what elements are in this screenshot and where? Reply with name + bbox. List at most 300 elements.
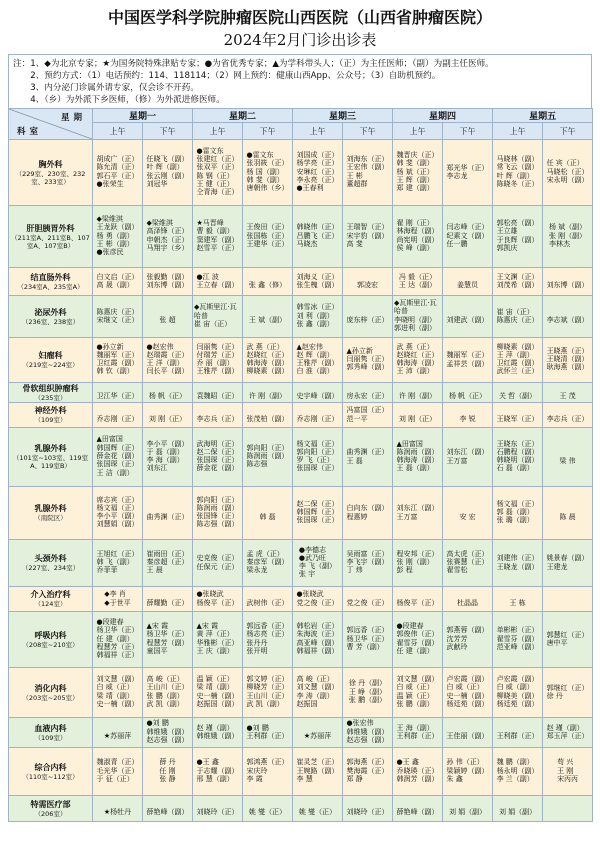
page-subtitle: 2024年2月门诊出诊表 xyxy=(223,31,377,49)
doctor-entry: 翟 刚（正） xyxy=(396,219,434,228)
doctor-entry: ●张彦民 xyxy=(96,248,124,257)
doctor-entry: 高亚峰（副） xyxy=(296,638,339,647)
doctor-entry: 杨志亮（正） xyxy=(246,630,289,639)
doctor-entry: 薛耀勤（正） xyxy=(146,598,189,607)
period-fri-am: 上午 xyxy=(493,123,543,140)
doctor-list xyxy=(399,392,436,400)
slot-wed-pm xyxy=(343,796,393,822)
doctor-entry: 武海明（正） xyxy=(196,439,239,448)
doctor-entry: 韩晓伟（正） xyxy=(296,223,339,232)
slot-wed-am xyxy=(293,796,343,822)
slot-tue-pm xyxy=(243,383,293,403)
doctor-entry: 赵 瑾（副） xyxy=(196,723,234,732)
doctor-list xyxy=(499,808,536,816)
slot-thu-am xyxy=(393,338,443,383)
doctor-list xyxy=(197,147,239,197)
doctor-entry: 魏晋庆（正） xyxy=(396,150,439,159)
doctor-list xyxy=(249,392,286,400)
slot-wed-am xyxy=(293,296,343,338)
doctor-entry: 郭石平（正） xyxy=(96,171,139,180)
doctor-entry: 张茂柏（副） xyxy=(246,414,289,423)
doctor-entry: 刘 刚（正） xyxy=(148,414,187,423)
slot-thu-am xyxy=(393,268,443,296)
doctor-list xyxy=(97,273,139,290)
doctor-entry: 杨 国（副） xyxy=(246,167,284,176)
doctor-entry: 王文渊（正） xyxy=(496,272,539,281)
doctor-list xyxy=(447,164,489,181)
doctor-list xyxy=(547,684,589,701)
doctor-entry: 史克俊（正） xyxy=(196,554,239,563)
doctor-entry: 苟 兴 xyxy=(557,758,574,767)
doctor-list xyxy=(247,343,289,376)
doctor-entry: ◆瓦斯里江·瓦哈普 xyxy=(194,303,237,320)
doctor-entry: 于 磊（副） xyxy=(146,447,184,456)
doctor-entry: 薛艳峰（副） xyxy=(396,808,439,816)
doctor-list xyxy=(347,223,389,248)
doctor-entry: 赵 辉（副） xyxy=(296,350,334,359)
doctor-entry: 于 征（正） xyxy=(96,774,134,783)
doctor-list xyxy=(247,724,289,741)
doctor-entry: 宋庆玲 xyxy=(246,766,268,775)
doctor-list xyxy=(97,215,139,256)
doctor-entry: 陈润雨（副） xyxy=(246,452,289,460)
department-rooms: （229室、230室、232室、233室） xyxy=(15,169,86,186)
doctor-entry: 庞东梓（正） xyxy=(346,316,389,324)
schedule-table xyxy=(8,108,593,822)
slot-tue-am xyxy=(193,718,243,748)
department-rooms: （203室~205室） xyxy=(22,693,79,702)
doctor-entry: 赵振国（副） xyxy=(196,699,239,708)
doctor-entry: 刘 娟（副） xyxy=(498,808,537,816)
doctor-entry: 王 达（副） xyxy=(398,281,437,289)
doctor-entry: 韩海涛（副） xyxy=(246,359,289,368)
doctor-entry: ●孙立新 xyxy=(96,342,124,351)
doctor-entry: 梁 靖（副） xyxy=(96,691,134,700)
slot-fri-pm xyxy=(543,748,593,796)
doctor-entry: 郭海燕（正） xyxy=(346,758,389,767)
doctor-entry: 彭 程 xyxy=(396,566,413,575)
doctor-entry: 李志龙 xyxy=(446,172,468,180)
doctor-list xyxy=(559,457,575,465)
doctor-entry: 赵二保（正） xyxy=(196,447,239,456)
slot-fri-am xyxy=(493,206,543,268)
doctor-list xyxy=(197,758,239,783)
doctor-list xyxy=(297,675,339,708)
doctor-entry: ●刘 鹏 xyxy=(146,719,169,728)
department-rooms: （235室） xyxy=(34,393,67,402)
slot-tue-pm xyxy=(243,338,293,383)
doctor-list xyxy=(97,496,139,529)
doctor-list xyxy=(297,273,339,290)
doctor-entry: 杨 斌（正） xyxy=(396,167,434,176)
doctor-list xyxy=(397,151,439,192)
doctor-entry: 王龙跃（副） xyxy=(96,223,139,232)
doctor-list xyxy=(147,440,189,473)
doctor-entry: 崔雨田（正） xyxy=(146,549,189,558)
doctor-list xyxy=(247,622,289,655)
doctor-list xyxy=(197,675,239,708)
slot-thu-am xyxy=(393,612,443,668)
doctor-entry: ●张宏伟 xyxy=(346,719,374,728)
doctor-entry: 李林杰 xyxy=(548,239,570,248)
slot-tue-am xyxy=(193,403,243,428)
doctor-entry: 许 刚（副） xyxy=(398,392,437,400)
department-name: 结直肠外科 xyxy=(30,272,71,282)
doctor-entry: 任 宾（正） xyxy=(546,159,584,168)
doctor-list xyxy=(397,622,439,655)
doctor-list xyxy=(304,732,331,740)
doctor-entry: 赵晓红（正） xyxy=(396,350,439,359)
doctor-list xyxy=(449,392,486,400)
doctor-entry: 房永宏（正） xyxy=(346,392,389,400)
doctor-list xyxy=(349,679,386,704)
doctor-entry: 王利群（正） xyxy=(496,732,539,740)
doctor-entry: 安 宏 xyxy=(459,512,476,521)
doctor-list xyxy=(347,347,389,372)
doctor-entry: 窦建军（副） xyxy=(196,235,239,244)
doctor-list xyxy=(347,316,389,324)
slot-mon-am xyxy=(93,718,143,748)
doctor-entry: 陈志强 xyxy=(246,460,268,469)
period-thu-am: 上午 xyxy=(393,123,443,140)
doctor-list xyxy=(197,724,239,741)
doctor-entry: 刘东博（副） xyxy=(546,281,589,289)
doctor-entry: 王立春（副） xyxy=(196,281,239,289)
doctor-entry: 高 峻（正） xyxy=(296,675,334,684)
slot-tue-am xyxy=(193,383,243,403)
doctor-entry: 刘东江（副） xyxy=(446,448,489,457)
department-rooms: （227室、234室） xyxy=(21,564,80,572)
doctor-entry: 武 燕（正） xyxy=(396,342,434,351)
doctor-entry: 卫红霞（副） xyxy=(96,359,139,368)
doctor-entry: 武献玲 xyxy=(446,642,468,651)
doctor-entry: 卫江华（正） xyxy=(96,392,139,400)
department-rooms: （南院区） xyxy=(34,514,67,522)
doctor-list xyxy=(357,281,378,289)
department-rooms: （206室） xyxy=(34,809,67,818)
doctor-entry: 张国锋（正） xyxy=(196,512,239,521)
doctor-list xyxy=(149,392,186,400)
period-thu-pm: 下午 xyxy=(443,123,493,140)
slot-tue-am xyxy=(193,268,243,296)
doctor-entry: 曹 毅（副） xyxy=(196,227,234,236)
doctor-list xyxy=(194,303,241,328)
doctor-list xyxy=(347,626,389,651)
doctor-list xyxy=(97,435,139,476)
doctor-entry: 李小平（副） xyxy=(96,512,139,521)
doctor-entry: 李小平（副） xyxy=(146,439,189,448)
doctor-list xyxy=(147,155,189,188)
doctor-entry: 韩晓明（副） xyxy=(496,456,539,465)
doctor-entry: 程慧芳（正） xyxy=(96,642,139,651)
doctor-entry: 翟雪芬（副） xyxy=(396,638,439,647)
slot-fri-pm xyxy=(543,383,593,403)
doctor-entry: 王山川（正） xyxy=(146,683,189,692)
doctor-entry: 王晓龙（副） xyxy=(496,562,539,571)
doctor-entry: 魏 鹏（副） xyxy=(496,758,534,767)
doctor-entry: 林海程（副） xyxy=(396,227,439,236)
department-cell xyxy=(9,140,93,206)
corner-header-cell xyxy=(9,109,93,140)
slot-thu-pm xyxy=(443,718,493,748)
doctor-entry: 王建龙 xyxy=(546,562,568,571)
slot-wed-pm xyxy=(343,403,393,428)
doctor-entry: 唐朝伟（乡） xyxy=(246,184,289,193)
doctor-entry: ★苏丽萍 xyxy=(303,732,332,740)
doctor-entry: 王 磊（副） xyxy=(396,464,434,473)
doctor-list xyxy=(447,223,489,248)
doctor-entry: 刘冠华 xyxy=(146,179,168,188)
department-name: 消化内科 xyxy=(34,683,67,693)
doctor-entry: 任 建（副） xyxy=(96,634,134,643)
doctor-entry: 单彬彬（正） xyxy=(496,626,539,635)
doctor-entry: 王佳丽（副） xyxy=(446,732,489,740)
doctor-entry: 高 峻（正） xyxy=(146,675,184,684)
slot-thu-pm xyxy=(443,296,493,338)
doctor-entry: 崔 宙（正） xyxy=(496,307,534,316)
doctor-list xyxy=(447,316,489,324)
doctor-list xyxy=(549,223,586,248)
doctor-entry: 刘 娟（副） xyxy=(448,808,487,816)
doctor-entry: 程安邦（正） xyxy=(396,549,439,558)
doctor-entry: 史一楠（副） xyxy=(96,699,139,708)
doctor-entry: 马晓林（副） xyxy=(496,155,539,164)
slot-mon-am xyxy=(93,487,143,540)
doctor-entry: ●刘 鹏 xyxy=(246,723,269,732)
slot-mon-pm xyxy=(143,206,193,268)
doctor-entry: 卢宏霞（副） xyxy=(446,675,489,684)
doctor-list xyxy=(297,151,339,192)
slot-wed-am xyxy=(293,403,343,428)
doctor-entry: 王宏伟（副） xyxy=(346,163,389,172)
department-row xyxy=(9,612,593,668)
doctor-list xyxy=(449,808,486,816)
slot-mon-pm xyxy=(143,383,193,403)
slot-wed-am xyxy=(293,668,343,718)
slot-wed-pm xyxy=(343,540,393,587)
slot-tue-am xyxy=(193,140,243,206)
department-cell xyxy=(9,587,93,612)
doctor-list xyxy=(104,590,130,607)
doctor-entry: 常飞云（副） xyxy=(496,163,539,172)
department-row xyxy=(9,268,593,296)
slot-wed-pm xyxy=(343,487,393,540)
doctor-entry: 高 晟（副） xyxy=(96,281,134,289)
doctor-entry: 刘文慧（副） xyxy=(396,675,439,684)
doctor-entry: 刘晓玲（正） xyxy=(196,808,239,816)
doctor-entry: 郭凌宏 xyxy=(357,281,379,289)
doctor-list xyxy=(447,448,489,465)
slot-fri-pm xyxy=(543,338,593,383)
doctor-entry: 杨学亮（正） xyxy=(296,159,339,168)
slot-mon-pm xyxy=(143,748,193,796)
doctor-entry: 张 刚（副） xyxy=(396,558,434,566)
slot-mon-pm xyxy=(143,296,193,338)
slot-wed-pm xyxy=(343,748,393,796)
schedule-body xyxy=(9,140,593,822)
slot-thu-pm xyxy=(443,748,493,796)
doctor-entry: 王 彬 xyxy=(346,171,363,180)
doctor-entry: 郭向阳（正） xyxy=(246,443,289,452)
slot-fri-am xyxy=(493,403,543,428)
doctor-list xyxy=(497,626,539,651)
doctor-list xyxy=(297,622,339,655)
doctor-list xyxy=(97,392,139,400)
doctor-entry: 李 涛（副） xyxy=(296,691,334,700)
slot-mon-am xyxy=(93,206,143,268)
doctor-entry: 李志兵（正） xyxy=(546,414,589,423)
doctor-entry: 白 淮（副） xyxy=(296,367,334,376)
slot-tue-am xyxy=(193,428,243,487)
slot-tue-am xyxy=(193,668,243,718)
doctor-entry: 武 燕（正） xyxy=(246,342,284,351)
doctor-entry: ▲赵宏伟 xyxy=(296,342,323,351)
doctor-entry: 王旭红（正） xyxy=(96,549,139,558)
doctor-entry: 于良辉（副） xyxy=(496,235,539,244)
doctor-entry: 王瑞智（正） xyxy=(346,223,389,232)
slot-wed-am xyxy=(293,428,343,487)
doctor-entry: 韩 斐（副） xyxy=(246,175,284,184)
doctor-entry: 任一鹏 xyxy=(446,239,468,248)
doctor-list xyxy=(347,719,389,744)
doctor-entry: ▲田富国 xyxy=(396,439,423,448)
doctor-list xyxy=(297,440,339,473)
slot-mon-pm xyxy=(143,268,193,296)
doctor-list xyxy=(547,724,589,741)
slot-fri-pm xyxy=(543,403,593,428)
doctor-list xyxy=(147,622,189,655)
doctor-list xyxy=(397,758,439,783)
doctor-entry: 孟 虎（正） xyxy=(246,549,284,558)
slot-wed-am xyxy=(293,140,343,206)
department-name: 乳腺外科 xyxy=(34,444,67,453)
slot-fri-pm xyxy=(543,612,593,668)
doctor-list xyxy=(97,550,139,575)
slot-wed-pm xyxy=(343,383,393,403)
department-name: 肝胆胰胃外科 xyxy=(26,223,75,233)
slot-tue-pm xyxy=(243,668,293,718)
doctor-entry: 宋宇豹（副） xyxy=(346,231,389,240)
doctor-entry: 王建华（正） xyxy=(246,239,289,248)
department-rooms: （219室~224室） xyxy=(22,361,79,369)
day-header-fri: 星期五 xyxy=(493,109,593,123)
doctor-entry: 陈 晨 xyxy=(559,512,576,521)
doctor-entry: 温 颖（正） xyxy=(396,691,434,700)
slot-thu-pm xyxy=(443,338,493,383)
doctor-list xyxy=(297,415,339,423)
doctor-list xyxy=(197,219,239,252)
doctor-entry: 马晓松（正） xyxy=(546,167,589,176)
doctor-entry: 韩维娥（副） xyxy=(346,727,389,736)
doctor-entry: 杨俊平（正） xyxy=(196,598,239,607)
slot-wed-pm xyxy=(343,338,393,383)
doctor-entry: 赵瑞霞（正） xyxy=(146,350,189,359)
doctor-entry: 张 静 xyxy=(159,774,176,783)
department-row xyxy=(9,796,593,822)
doctor-entry: 王雅芹（副） xyxy=(196,367,239,376)
slot-wed-am xyxy=(293,383,343,403)
doctor-entry: 王 健（正） xyxy=(196,179,234,188)
doctor-entry: 樊海霞（正） xyxy=(346,766,389,775)
doctor-entry: 陈 钢（正） xyxy=(196,171,234,180)
doctor-list xyxy=(347,504,389,521)
doctor-list xyxy=(297,223,339,248)
doctor-entry: ★杨牡丹 xyxy=(103,808,132,816)
doctor-entry: 吕鹏飞（正） xyxy=(296,231,339,240)
day-header-mon: 星期一 xyxy=(93,109,193,123)
slot-wed-pm xyxy=(343,140,393,206)
doctor-entry: 赵雪平（正） xyxy=(196,243,239,252)
doctor-entry: 刘晓玲（正） xyxy=(346,808,389,816)
doctor-entry: 姚 燮（正） xyxy=(298,808,337,816)
slot-thu-am xyxy=(393,796,443,822)
doctor-entry: 乔晓瑛（正） xyxy=(396,766,439,775)
doctor-entry: 曹 芳（副） xyxy=(346,642,384,651)
doctor-entry: 李志斌（副） xyxy=(546,316,589,324)
doctor-entry: 曲秀渊（正） xyxy=(346,448,389,457)
doctor-entry: 闫丽隽（正） xyxy=(196,342,239,351)
department-cell xyxy=(9,718,93,748)
doctor-list xyxy=(457,599,478,607)
doctor-entry: 曲秀渊（正） xyxy=(146,512,189,521)
doctor-entry: 宋继文（正） xyxy=(96,316,139,324)
doctor-list xyxy=(394,299,441,332)
doctor-entry: 王 洋（副） xyxy=(146,359,184,368)
slot-tue-pm xyxy=(243,796,293,822)
department-name: 呼吸内科 xyxy=(34,630,67,640)
department-rooms: （124室） xyxy=(34,600,67,608)
doctor-entry: 朱海波（正） xyxy=(296,630,339,639)
doctor-entry: 李 海（副） xyxy=(146,456,184,465)
doctor-entry: 闫丽隽（正） xyxy=(346,355,389,363)
doctor-entry: 郭远香（正） xyxy=(246,622,289,631)
note-line: 1、◆为北京专家；★为国务院特殊津贴专家；●为省优秀专家；▲为学科带头人；（正）为主任医师；（副）为副主任医师。 xyxy=(30,59,494,69)
doctor-entry: 唐中平 xyxy=(546,639,568,647)
doctor-list xyxy=(497,308,539,325)
doctor-list xyxy=(397,675,439,708)
slot-fri-am xyxy=(493,338,543,383)
department-row xyxy=(9,718,593,748)
doctor-entry: 任 建（副） xyxy=(396,646,434,655)
department-name: 特需医疗部 xyxy=(30,799,71,809)
department-cell xyxy=(9,612,93,668)
doctor-entry: 郭鸿燕（正） xyxy=(246,758,289,767)
doctor-entry: 武 凯（副） xyxy=(246,699,284,708)
doctor-entry: 高太虎（正） xyxy=(446,549,489,558)
doctor-entry: 卫红霞（副） xyxy=(496,359,539,368)
slot-tue-am xyxy=(193,487,243,540)
doctor-entry: 郭燕蓉（副） xyxy=(446,626,489,635)
slot-tue-pm xyxy=(243,268,293,296)
doctor-entry: 陈润雨（副） xyxy=(396,447,439,456)
doctor-list xyxy=(497,440,539,473)
doctor-entry: 韩 钦（副） xyxy=(96,367,134,376)
doctor-entry: ▲孙立新 xyxy=(346,346,373,355)
department-row xyxy=(9,383,593,403)
department-name: 神经外科 xyxy=(34,406,67,415)
doctor-entry: ●王 鑫 xyxy=(196,758,219,767)
doctor-list xyxy=(297,392,339,400)
doctor-entry: 孟祥芸（副） xyxy=(446,359,489,368)
doctor-list xyxy=(249,808,286,816)
department-row xyxy=(9,668,593,718)
doctor-entry: 冯 毅（正） xyxy=(398,272,437,281)
doctor-entry: 张 鑫（副） xyxy=(296,319,334,328)
slot-fri-pm xyxy=(543,796,593,822)
slot-fri-pm xyxy=(543,487,593,540)
department-cell xyxy=(9,748,93,796)
day-header-row xyxy=(9,109,593,123)
